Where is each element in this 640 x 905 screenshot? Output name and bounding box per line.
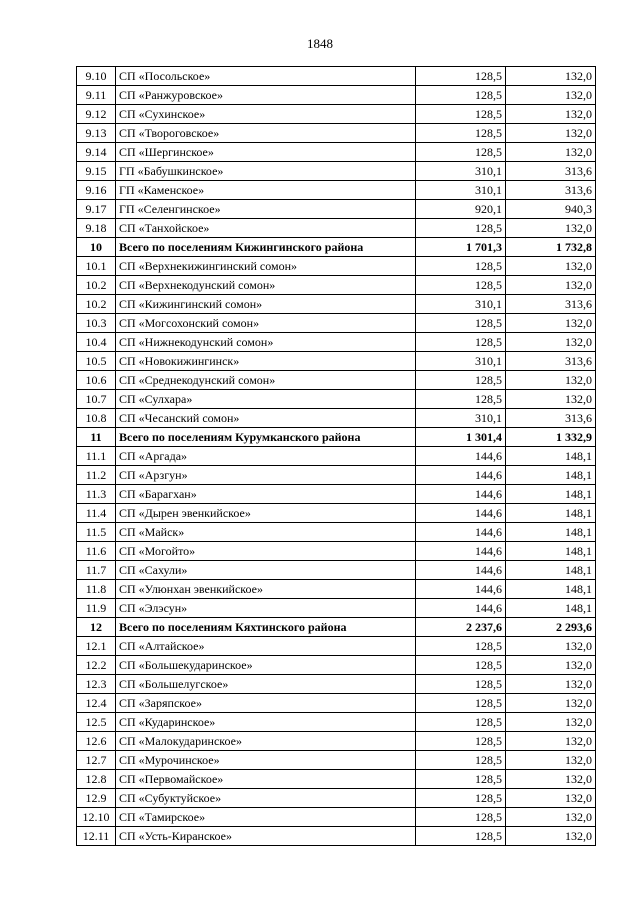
value-cell-1: 128,5 bbox=[416, 808, 506, 827]
row-number-cell: 12.1 bbox=[77, 637, 116, 656]
row-number-cell: 9.13 bbox=[77, 124, 116, 143]
settlement-name-cell: СП «Верхнекодунский сомон» bbox=[116, 276, 416, 295]
settlement-name-cell: СП «Дырен эвенкийское» bbox=[116, 504, 416, 523]
row-number-cell: 11.2 bbox=[77, 466, 116, 485]
value-cell-1: 310,1 bbox=[416, 181, 506, 200]
settlement-name-cell: СП «Тамирское» bbox=[116, 808, 416, 827]
value-cell-1: 144,6 bbox=[416, 466, 506, 485]
table-row bbox=[77, 200, 596, 219]
value-cell-2: 132,0 bbox=[506, 656, 596, 675]
value-cell-2: 148,1 bbox=[506, 580, 596, 599]
table-total-row bbox=[77, 238, 596, 257]
row-number-cell: 12.7 bbox=[77, 751, 116, 770]
value-cell-1: 144,6 bbox=[416, 561, 506, 580]
settlement-name-cell: СП «Кударинское» bbox=[116, 713, 416, 732]
row-number-cell: 12 bbox=[77, 618, 116, 637]
settlement-name-cell: СП «Майск» bbox=[116, 523, 416, 542]
value-cell-2: 132,0 bbox=[506, 314, 596, 333]
value-cell-2: 132,0 bbox=[506, 694, 596, 713]
settlement-name-cell: Всего по поселениям Кяхтинского района bbox=[116, 618, 416, 637]
settlement-name-cell: СП «Среднекодунский сомон» bbox=[116, 371, 416, 390]
settlements-table bbox=[76, 66, 596, 846]
value-cell-2: 313,6 bbox=[506, 162, 596, 181]
table-total-row bbox=[77, 428, 596, 447]
row-number-cell: 11.3 bbox=[77, 485, 116, 504]
value-cell-1: 920,1 bbox=[416, 200, 506, 219]
value-cell-1: 128,5 bbox=[416, 675, 506, 694]
settlement-name-cell: СП «Танхойское» bbox=[116, 219, 416, 238]
value-cell-2: 313,6 bbox=[506, 409, 596, 428]
table-row bbox=[77, 371, 596, 390]
settlement-name-cell: СП «Сулхара» bbox=[116, 390, 416, 409]
table-row bbox=[77, 827, 596, 846]
settlement-name-cell: СП «Малокударинское» bbox=[116, 732, 416, 751]
value-cell-1: 128,5 bbox=[416, 656, 506, 675]
table-row bbox=[77, 466, 596, 485]
table-row bbox=[77, 751, 596, 770]
settlement-name-cell: СП «Твороговское» bbox=[116, 124, 416, 143]
table-row bbox=[77, 352, 596, 371]
row-number-cell: 11.8 bbox=[77, 580, 116, 599]
settlement-name-cell: СП «Могойто» bbox=[116, 542, 416, 561]
table-row bbox=[77, 580, 596, 599]
value-cell-1: 128,5 bbox=[416, 827, 506, 846]
row-number-cell: 10.6 bbox=[77, 371, 116, 390]
value-cell-2: 132,0 bbox=[506, 124, 596, 143]
row-number-cell: 9.16 bbox=[77, 181, 116, 200]
value-cell-2: 132,0 bbox=[506, 637, 596, 656]
value-cell-1: 128,5 bbox=[416, 751, 506, 770]
settlement-name-cell: СП «Алтайское» bbox=[116, 637, 416, 656]
row-number-cell: 12.4 bbox=[77, 694, 116, 713]
row-number-cell: 9.15 bbox=[77, 162, 116, 181]
row-number-cell: 11.4 bbox=[77, 504, 116, 523]
table-total-row bbox=[77, 618, 596, 637]
row-number-cell: 10 bbox=[77, 238, 116, 257]
row-number-cell: 12.5 bbox=[77, 713, 116, 732]
settlement-name-cell: СП «Арзгун» bbox=[116, 466, 416, 485]
table-row bbox=[77, 124, 596, 143]
value-cell-2: 1 732,8 bbox=[506, 238, 596, 257]
settlement-name-cell: СП «Могсохонский сомон» bbox=[116, 314, 416, 333]
value-cell-1: 128,5 bbox=[416, 694, 506, 713]
row-number-cell: 10.3 bbox=[77, 314, 116, 333]
settlement-name-cell: СП «Посольское» bbox=[116, 67, 416, 86]
row-number-cell: 9.18 bbox=[77, 219, 116, 238]
settlement-name-cell: СП «Субуктуйское» bbox=[116, 789, 416, 808]
table-row bbox=[77, 713, 596, 732]
table-row bbox=[77, 295, 596, 314]
settlement-name-cell: СП «Новокижингинск» bbox=[116, 352, 416, 371]
settlement-name-cell: СП «Ранжуровское» bbox=[116, 86, 416, 105]
value-cell-2: 132,0 bbox=[506, 86, 596, 105]
table-row bbox=[77, 257, 596, 276]
table-body bbox=[77, 67, 596, 846]
value-cell-2: 132,0 bbox=[506, 390, 596, 409]
value-cell-1: 144,6 bbox=[416, 542, 506, 561]
value-cell-2: 148,1 bbox=[506, 523, 596, 542]
table-row bbox=[77, 447, 596, 466]
value-cell-1: 128,5 bbox=[416, 86, 506, 105]
value-cell-2: 148,1 bbox=[506, 542, 596, 561]
table-row bbox=[77, 485, 596, 504]
value-cell-2: 148,1 bbox=[506, 599, 596, 618]
value-cell-2: 132,0 bbox=[506, 219, 596, 238]
row-number-cell: 10.4 bbox=[77, 333, 116, 352]
table-row bbox=[77, 656, 596, 675]
value-cell-1: 144,6 bbox=[416, 504, 506, 523]
value-cell-1: 128,5 bbox=[416, 314, 506, 333]
value-cell-1: 2 237,6 bbox=[416, 618, 506, 637]
value-cell-1: 128,5 bbox=[416, 371, 506, 390]
value-cell-1: 144,6 bbox=[416, 447, 506, 466]
table-row bbox=[77, 637, 596, 656]
value-cell-1: 128,5 bbox=[416, 333, 506, 352]
table-row bbox=[77, 105, 596, 124]
value-cell-1: 1 301,4 bbox=[416, 428, 506, 447]
table-row bbox=[77, 523, 596, 542]
value-cell-1: 128,5 bbox=[416, 219, 506, 238]
table-row bbox=[77, 770, 596, 789]
value-cell-1: 144,6 bbox=[416, 485, 506, 504]
value-cell-1: 310,1 bbox=[416, 352, 506, 371]
value-cell-1: 128,5 bbox=[416, 637, 506, 656]
value-cell-1: 128,5 bbox=[416, 143, 506, 162]
table-row bbox=[77, 314, 596, 333]
value-cell-1: 144,6 bbox=[416, 580, 506, 599]
value-cell-2: 148,1 bbox=[506, 447, 596, 466]
table-row bbox=[77, 732, 596, 751]
value-cell-2: 132,0 bbox=[506, 713, 596, 732]
settlement-name-cell: СП «Сухинское» bbox=[116, 105, 416, 124]
settlement-name-cell: СП «Элэсун» bbox=[116, 599, 416, 618]
table-row bbox=[77, 143, 596, 162]
table-row bbox=[77, 409, 596, 428]
settlement-name-cell: СП «Верхнекижингинский сомон» bbox=[116, 257, 416, 276]
page-number: 1848 bbox=[307, 36, 333, 51]
row-number-cell: 9.17 bbox=[77, 200, 116, 219]
settlement-name-cell: СП «Чесанский сомон» bbox=[116, 409, 416, 428]
row-number-cell: 10.8 bbox=[77, 409, 116, 428]
row-number-cell: 10.2 bbox=[77, 295, 116, 314]
value-cell-1: 128,5 bbox=[416, 789, 506, 808]
settlement-name-cell: Всего по поселениям Кижингинского района bbox=[116, 238, 416, 257]
table-row bbox=[77, 86, 596, 105]
table-row bbox=[77, 333, 596, 352]
settlement-name-cell: СП «Заряпское» bbox=[116, 694, 416, 713]
value-cell-2: 313,6 bbox=[506, 352, 596, 371]
value-cell-2: 132,0 bbox=[506, 675, 596, 694]
value-cell-2: 148,1 bbox=[506, 466, 596, 485]
settlement-name-cell: СП «Улюнхан эвенкийское» bbox=[116, 580, 416, 599]
table-row bbox=[77, 808, 596, 827]
settlement-name-cell: СП «Большекударинское» bbox=[116, 656, 416, 675]
row-number-cell: 10.7 bbox=[77, 390, 116, 409]
value-cell-2: 132,0 bbox=[506, 808, 596, 827]
settlement-name-cell: ГП «Бабушкинское» bbox=[116, 162, 416, 181]
settlement-name-cell: ГП «Каменское» bbox=[116, 181, 416, 200]
row-number-cell: 12.8 bbox=[77, 770, 116, 789]
value-cell-2: 132,0 bbox=[506, 143, 596, 162]
table-row bbox=[77, 276, 596, 295]
value-cell-1: 128,5 bbox=[416, 732, 506, 751]
settlement-name-cell: Всего по поселениям Курумканского района bbox=[116, 428, 416, 447]
value-cell-1: 128,5 bbox=[416, 276, 506, 295]
table-row bbox=[77, 162, 596, 181]
value-cell-2: 132,0 bbox=[506, 105, 596, 124]
settlement-name-cell: СП «Аргада» bbox=[116, 447, 416, 466]
table-row bbox=[77, 561, 596, 580]
settlement-name-cell: СП «Большелугское» bbox=[116, 675, 416, 694]
row-number-cell: 10.5 bbox=[77, 352, 116, 371]
value-cell-2: 2 293,6 bbox=[506, 618, 596, 637]
settlement-name-cell: СП «Первомайское» bbox=[116, 770, 416, 789]
row-number-cell: 11.1 bbox=[77, 447, 116, 466]
row-number-cell: 9.10 bbox=[77, 67, 116, 86]
row-number-cell: 10.2 bbox=[77, 276, 116, 295]
value-cell-2: 132,0 bbox=[506, 827, 596, 846]
value-cell-2: 132,0 bbox=[506, 333, 596, 352]
value-cell-2: 132,0 bbox=[506, 257, 596, 276]
settlement-name-cell: СП «Барагхан» bbox=[116, 485, 416, 504]
value-cell-2: 132,0 bbox=[506, 770, 596, 789]
row-number-cell: 11.6 bbox=[77, 542, 116, 561]
value-cell-1: 310,1 bbox=[416, 295, 506, 314]
row-number-cell: 12.3 bbox=[77, 675, 116, 694]
settlement-name-cell: СП «Шергинское» bbox=[116, 143, 416, 162]
row-number-cell: 10.1 bbox=[77, 257, 116, 276]
table-row bbox=[77, 599, 596, 618]
settlement-name-cell: СП «Нижнекодунский сомон» bbox=[116, 333, 416, 352]
value-cell-2: 148,1 bbox=[506, 561, 596, 580]
row-number-cell: 12.2 bbox=[77, 656, 116, 675]
table-row bbox=[77, 504, 596, 523]
table-row bbox=[77, 181, 596, 200]
row-number-cell: 9.14 bbox=[77, 143, 116, 162]
settlement-name-cell: ГП «Селенгинское» bbox=[116, 200, 416, 219]
settlement-name-cell: СП «Усть-Киранское» bbox=[116, 827, 416, 846]
row-number-cell: 12.9 bbox=[77, 789, 116, 808]
value-cell-1: 128,5 bbox=[416, 770, 506, 789]
row-number-cell: 11.7 bbox=[77, 561, 116, 580]
table-row bbox=[77, 789, 596, 808]
value-cell-1: 1 701,3 bbox=[416, 238, 506, 257]
value-cell-2: 132,0 bbox=[506, 751, 596, 770]
table-row bbox=[77, 219, 596, 238]
settlement-name-cell: СП «Сахули» bbox=[116, 561, 416, 580]
value-cell-2: 132,0 bbox=[506, 276, 596, 295]
value-cell-2: 1 332,9 bbox=[506, 428, 596, 447]
value-cell-1: 310,1 bbox=[416, 409, 506, 428]
row-number-cell: 12.11 bbox=[77, 827, 116, 846]
value-cell-1: 128,5 bbox=[416, 390, 506, 409]
table-row bbox=[77, 67, 596, 86]
value-cell-1: 128,5 bbox=[416, 67, 506, 86]
table-row bbox=[77, 390, 596, 409]
value-cell-2: 132,0 bbox=[506, 371, 596, 390]
value-cell-2: 940,3 bbox=[506, 200, 596, 219]
value-cell-2: 132,0 bbox=[506, 732, 596, 751]
row-number-cell: 11 bbox=[77, 428, 116, 447]
value-cell-1: 144,6 bbox=[416, 599, 506, 618]
value-cell-1: 310,1 bbox=[416, 162, 506, 181]
value-cell-2: 313,6 bbox=[506, 295, 596, 314]
row-number-cell: 11.5 bbox=[77, 523, 116, 542]
value-cell-1: 128,5 bbox=[416, 124, 506, 143]
value-cell-2: 132,0 bbox=[506, 789, 596, 808]
settlement-name-cell: СП «Кижингинский сомон» bbox=[116, 295, 416, 314]
row-number-cell: 12.10 bbox=[77, 808, 116, 827]
value-cell-1: 128,5 bbox=[416, 105, 506, 124]
table-row bbox=[77, 694, 596, 713]
value-cell-2: 313,6 bbox=[506, 181, 596, 200]
row-number-cell: 12.6 bbox=[77, 732, 116, 751]
value-cell-1: 144,6 bbox=[416, 523, 506, 542]
table-row bbox=[77, 675, 596, 694]
value-cell-1: 128,5 bbox=[416, 713, 506, 732]
row-number-cell: 9.11 bbox=[77, 86, 116, 105]
row-number-cell: 9.12 bbox=[77, 105, 116, 124]
row-number-cell: 11.9 bbox=[77, 599, 116, 618]
table-row bbox=[77, 542, 596, 561]
value-cell-2: 148,1 bbox=[506, 485, 596, 504]
value-cell-2: 148,1 bbox=[506, 504, 596, 523]
settlement-name-cell: СП «Мурочинское» bbox=[116, 751, 416, 770]
value-cell-1: 128,5 bbox=[416, 257, 506, 276]
value-cell-2: 132,0 bbox=[506, 67, 596, 86]
